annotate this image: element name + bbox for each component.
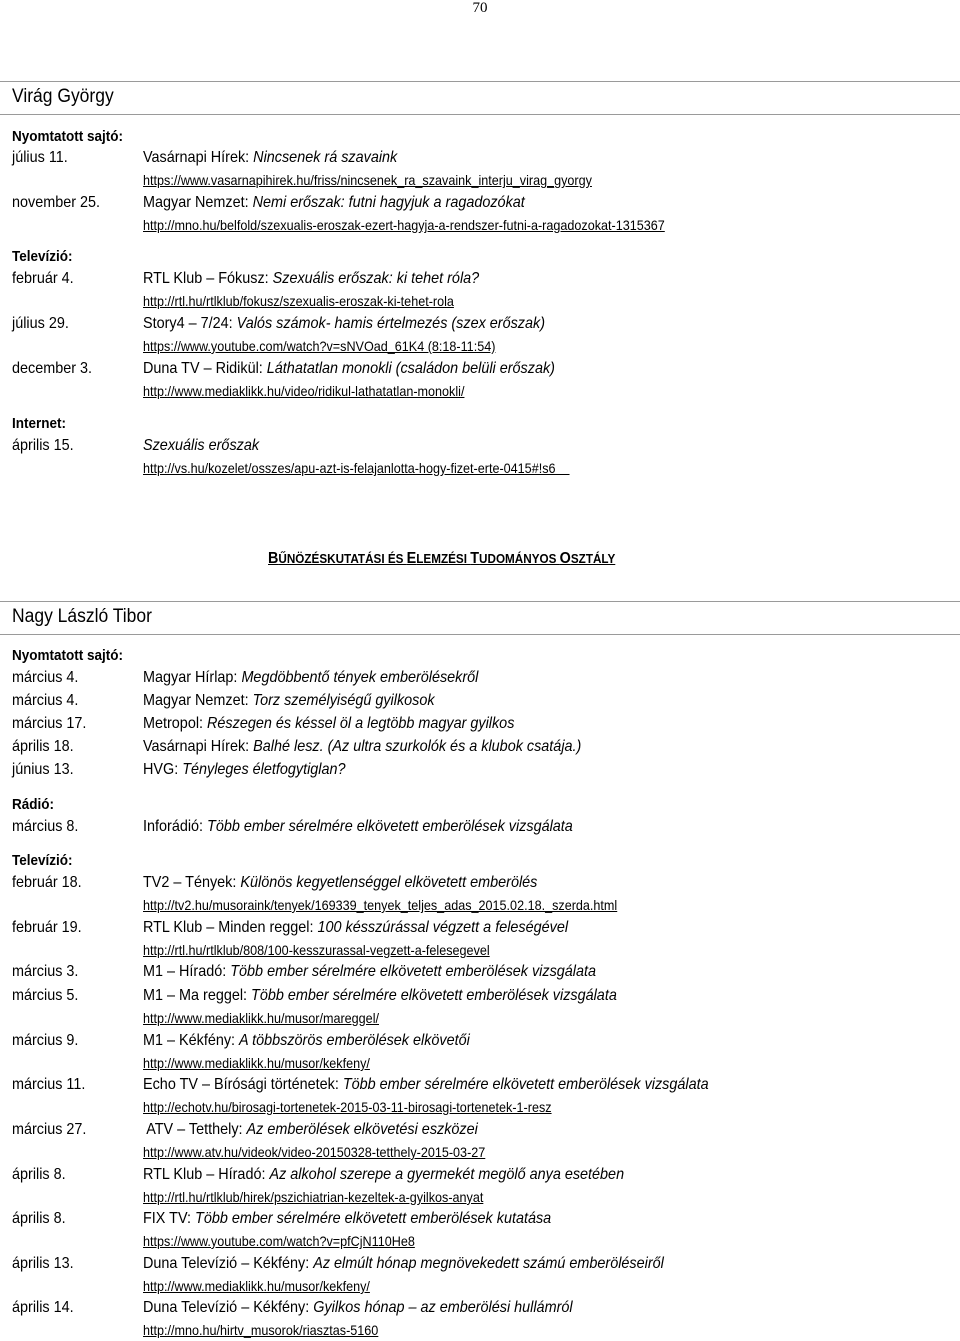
entry-date: március 27. <box>12 1121 87 1138</box>
entry-title <box>143 987 617 1005</box>
entry-headline: Különös kegyetlenséggel elkövetett emberölés <box>240 874 538 891</box>
entry-date: április 14. <box>12 1299 74 1316</box>
entry-date: március 9. <box>12 1032 79 1049</box>
entry-link[interactable]: http://mno.hu/hirtv_musorok/riasztas-5160 <box>143 1322 379 1338</box>
entry-title <box>143 1210 551 1228</box>
entry-headline: Láthatatlan monokli (családon belüli erőszak) <box>266 360 555 377</box>
entry-title <box>143 669 478 687</box>
entry-headline: Szexuális erőszak <box>143 437 260 454</box>
tv-label: Televízió: <box>12 248 73 265</box>
entry-link[interactable]: https://www.vasarnapihirek.hu/friss/nincsenek_ra_szavaink_interju_virag_gyorgy <box>143 172 592 188</box>
entry-title <box>143 874 537 892</box>
entry-date: március 8. <box>12 818 79 835</box>
entry-source: Inforádió: <box>143 818 208 835</box>
entry-link[interactable]: http://rtl.hu/rtlklub/hirek/pszichiatrian-kezeltek-a-gyilkos-anyat <box>143 1189 484 1205</box>
entry-date: december 3. <box>12 360 93 377</box>
entry-headline: Több ember sérelmére elkövetett emberölések kutatása <box>195 1210 552 1227</box>
entry-link[interactable]: http://tv2.hu/musoraink/tenyek/169339_tenyek_teljes_adas_2015.02.18._szerda.html <box>143 897 618 913</box>
entry-link[interactable]: http://www.mediaklikk.hu/musor/mareggel/ <box>143 1010 379 1026</box>
entry-title <box>143 360 555 378</box>
person-header-virag <box>0 81 960 115</box>
entry-link[interactable]: https://www.youtube.com/watch?v=pfCjN110He8 <box>143 1233 415 1249</box>
entry-source: Duna Televízió – Kékfény: <box>143 1255 314 1272</box>
entry-title <box>143 1121 478 1139</box>
entry-date: április 8. <box>12 1166 66 1183</box>
entry-date: június 13. <box>12 761 74 778</box>
entry-source: Magyar Nemzet: <box>143 692 253 709</box>
entry-headline: Több ember sérelmére elkövetett emberölések vizsgálata <box>342 1076 709 1093</box>
entry-link[interactable]: http://rtl.hu/rtlklub/fokusz/szexualis-eroszak-ki-tehet-rola <box>143 293 454 309</box>
entry-date: február 19. <box>12 919 82 936</box>
entry-source: Magyar Hírlap: <box>143 669 242 686</box>
entry-date: március 11. <box>12 1076 86 1093</box>
entry-date: április 13. <box>12 1255 74 1272</box>
entry-title <box>143 818 573 836</box>
entry-title <box>143 315 545 333</box>
entry-source: Magyar Nemzet: <box>143 194 253 211</box>
print-media-label: Nyomtatott sajtó: <box>12 647 124 664</box>
entry-link[interactable]: http://www.atv.hu/videok/video-20150328-tetthely-2015-03-27 <box>143 1144 486 1160</box>
entry-source: FIX TV: <box>143 1210 196 1227</box>
entry-link[interactable]: http://echotv.hu/birosagi-tortenetek-2015-03-11-birosagi-tortenetek-1-resz <box>143 1099 552 1115</box>
entry-title <box>143 1166 624 1184</box>
entry-source: Story4 – 7/24: <box>143 315 237 332</box>
entry-date: április 15. <box>12 437 74 454</box>
entry-headline: Balhé lesz. (Az ultra szurkolók és a klubok csatája.) <box>253 738 582 755</box>
entry-link[interactable]: http://www.mediaklikk.hu/musor/kekfeny/ <box>143 1055 370 1071</box>
entry-headline: A többszörös emberölések elkövetői <box>239 1032 470 1049</box>
internet-label: Internet: <box>12 415 66 432</box>
entry-source: M1 – Híradó: <box>143 963 231 980</box>
entry-date: április 18. <box>12 738 74 755</box>
entry-title <box>143 919 568 937</box>
entry-date: április 8. <box>12 1210 66 1227</box>
entry-source: Echo TV – Bírósági történetek: <box>143 1076 343 1093</box>
entry-link[interactable]: https://www.youtube.com/watch?v=sNVOad_61K4 (8:18-11:54) <box>143 338 496 354</box>
entry-date: július 29. <box>12 315 69 332</box>
entry-title <box>143 1255 664 1273</box>
entry-link[interactable]: http://mno.hu/belfold/szexualis-eroszak-ezert-hagyja-a-rendszer-futni-a-ragadozokat-1315367 <box>143 217 665 233</box>
entry-title <box>143 761 346 779</box>
entry-link[interactable]: http://www.mediaklikk.hu/video/ridikul-lathatatlan-monokli/ <box>143 383 465 399</box>
entry-headline: Tényleges életfogytiglan? <box>182 761 346 778</box>
entry-headline: Több ember sérelmére elkövetett emberölések vizsgálata <box>251 987 617 1004</box>
entry-headline: Az alkohol szerepe a gyermekét megölő anya esetében <box>269 1166 625 1183</box>
entry-source: RTL Klub – Híradó: <box>143 1166 270 1183</box>
entry-headline: Több ember sérelmére elkövetett emberölések vizsgálata <box>230 963 597 980</box>
entry-headline: 100 késszúrással végzett a feleségével <box>317 919 569 936</box>
entry-source: Duna TV – Ridikül: <box>143 360 267 377</box>
entry-link[interactable]: http://vs.hu/kozelet/osszes/apu-azt-is-felajanlotta-hogy-fizet-erte-0415#!s6 <box>143 460 570 476</box>
entry-source: HVG: <box>143 761 183 778</box>
entry-title <box>143 738 581 756</box>
entry-headline: Torz személyiségű gyilkosok <box>252 692 435 709</box>
tv-label: Televízió: <box>12 852 73 869</box>
entry-headline: Részegen és késsel öl a legtöbb magyar gyilkos <box>207 715 515 732</box>
entry-headline: Nincsenek rá szavaink <box>253 149 398 166</box>
entry-headline: Az elmúlt hónap megnövekedett számú emberöléseiről <box>313 1255 664 1272</box>
person-name: Virág György <box>12 86 114 107</box>
print-media-label: Nyomtatott sajtó: <box>12 128 124 145</box>
page-number: 70 <box>472 0 488 16</box>
entry-source: RTL Klub – Minden reggel: <box>143 919 318 936</box>
entry-title <box>143 1032 470 1050</box>
entry-title <box>143 149 397 167</box>
person-name: Nagy László Tibor <box>12 606 152 627</box>
entry-source: ATV – Tetthely: <box>143 1121 247 1138</box>
entry-date: július 11. <box>12 149 68 166</box>
person-header-nagy <box>0 601 960 635</box>
entry-headline: Több ember sérelmére elkövetett emberölések vizsgálata <box>207 818 573 835</box>
entry-date: március 17. <box>12 715 87 732</box>
entry-source: Vasárnapi Hírek: <box>143 149 254 166</box>
entry-source: TV2 – Tények: <box>143 874 241 891</box>
entry-title <box>143 715 514 733</box>
entry-source: M1 – Kékfény: <box>143 1032 240 1049</box>
entry-date: március 4. <box>12 669 79 686</box>
entry-headline: Nemi erőszak: futni hagyjuk a ragadozókat <box>252 194 525 211</box>
entry-date: március 4. <box>12 692 79 709</box>
entry-title <box>143 963 596 981</box>
entry-source: Duna Televízió – Kékfény: <box>143 1299 314 1316</box>
entry-headline: Az emberölések elkövetési eszközei <box>246 1121 478 1138</box>
entry-date: március 5. <box>12 987 79 1004</box>
entry-date: február 4. <box>12 270 74 287</box>
entry-title <box>143 437 259 455</box>
radio-label: Rádió: <box>12 796 55 813</box>
entry-source: M1 – Ma reggel: <box>143 987 252 1004</box>
entry-headline: Gyilkos hónap – az emberölési hullámról <box>313 1299 573 1316</box>
entry-headline: Megdöbbentő tények emberölésekről <box>241 669 479 686</box>
entry-source: Vasárnapi Hírek: <box>143 738 254 755</box>
entry-title <box>143 1076 709 1094</box>
entry-headline: Szexuális erőszak: ki tehet róla? <box>272 270 480 287</box>
entry-source: Metropol: <box>143 715 208 732</box>
entry-title <box>143 692 435 710</box>
entry-date: március 3. <box>12 963 79 980</box>
entry-date: február 18. <box>12 874 82 891</box>
entry-title <box>143 194 525 212</box>
entry-headline: Valós számok- hamis értelmezés (szex erőszak) <box>236 315 546 332</box>
entry-link[interactable]: http://www.mediaklikk.hu/musor/kekfeny/ <box>143 1278 370 1294</box>
entry-link[interactable]: http://rtl.hu/rtlklub/808/100-kesszurassal-vegzett-a-felesegevel <box>143 942 490 958</box>
entry-source: RTL Klub – Fókusz: <box>143 270 273 287</box>
entry-title <box>143 270 479 288</box>
entry-title <box>143 1299 573 1317</box>
entry-date: november 25. <box>12 194 101 211</box>
department-heading: BŰNÖZÉSKUTATÁSI ÉS ELEMZÉSI TUDOMÁNYOS OSZTÁLY <box>268 550 616 567</box>
